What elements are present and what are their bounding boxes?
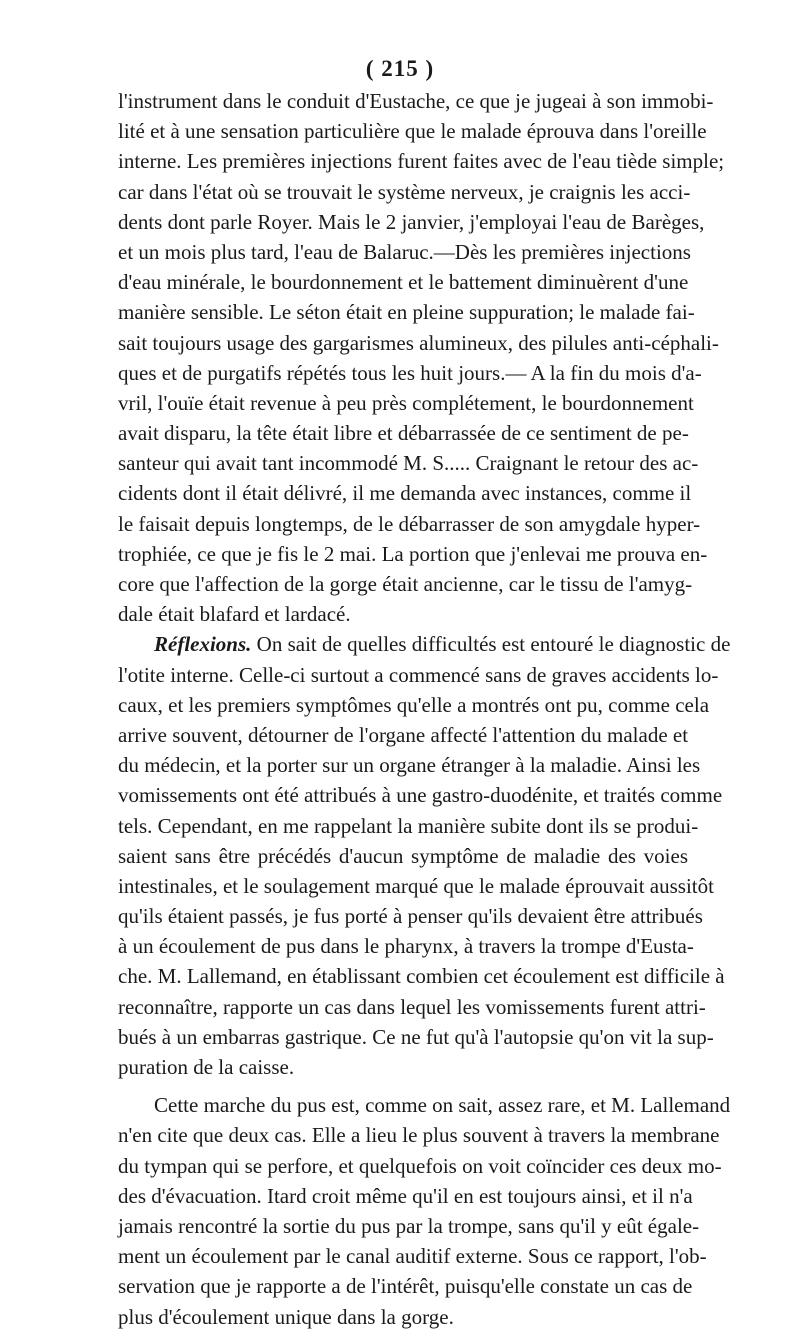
text-line: manière sensible. Le séton était en pleine suppuration; le malade fai- [118,300,695,325]
text-line: cidents dont il était délivré, il me demanda avec instances, comme il [118,481,692,506]
text-line: ques et de purgatifs répétés tous les huit jours.— A la fin du mois d'a- [118,360,702,385]
text-line: intestinales, et le soulagement marqué que le malade éprouvait aussitôt [118,873,714,898]
paragraph-reflexions [118,629,731,1082]
text-line: et un mois plus tard, l'eau de Balaruc.—Dès les premières injections [118,239,691,264]
text-line: servation que je rapporte a de l'intérêt, puisqu'elle constate un cas de [118,1274,693,1299]
text-line-lead [118,629,731,659]
text-line: arrive souvent, détourner de l'organe affecté l'attention du malade et [118,722,689,747]
text-line: des d'évacuation. Itard croit même qu'il en est toujours ainsi, et il n'a [118,1183,693,1208]
text-line: sait toujours usage des gargarismes alumineux, des pilules anti-céphali- [118,330,719,355]
paragraph-pus-path [118,1090,731,1332]
text-line: lité et à une sensation particulière que le malade éprouva dans l'oreille [118,119,707,144]
text-line: vril, l'ouïe était revenue à peu près complétement, le bourdonnement [118,390,694,415]
text-line: santeur qui avait tant incommodé M. S..... Craignant le retour des ac- [118,451,699,476]
text-line: bués à un embarras gastrique. Ce ne fut qu'à l'autopsie qu'on vit la sup- [118,1024,714,1049]
text-line: interne. Les premières injections furent faites avec de l'eau tiède simple; [118,149,725,174]
text-line: caux, et les premiers symptômes qu'elle a montrés ont pu, comme cela [118,692,710,717]
text-line: tels. Cependant, en me rappelant la manière subite dont ils se produi- [118,813,699,838]
text-line: du tympan qui se perfore, et quelquefois on voit coïncider ces deux mo- [118,1153,722,1178]
text-line: l'instrument dans le conduit d'Eustache, ce que je jugeai à son immobi- [118,89,714,113]
text-line: du médecin, et la porter sur un organe étranger à la maladie. Ainsi les [118,753,701,778]
text-line: avait disparu, la tête était libre et débarrassée de ce sentiment de pe- [118,421,689,446]
text-line: che. M. Lallemand, en établissant combien cet écoulement est difficile à [118,964,725,989]
body-text [118,86,731,1332]
text-line: trophiée, ce que je fis le 2 mai. La portion que j'enlevai me prouva en- [118,541,708,566]
text-line: qu'ils étaient passés, je fus porté à penser qu'ils devaient être attribués [118,904,703,929]
text-line: à un écoulement de pus dans le pharynx, à travers la trompe d'Eusta- [118,934,694,959]
text-line: saient sans être précédés d'aucun symptôme de maladie des voies [118,843,688,868]
text-line: le faisait depuis longtemps, de le débarrasser de son amygdale hyper- [118,511,701,536]
text-line: Cette marche du pus est, comme on sait, assez rare, et M. Lallemand [154,1093,731,1118]
paragraph-case-history [118,86,725,629]
page-number: ( 215 ) [365,56,435,81]
text-line: n'en cite que deux cas. Elle a lieu le plus souvent à travers la membrane [118,1123,720,1148]
section-heading-reflexions: Réflexions. [154,632,252,657]
text-line: puration de la caisse. [118,1055,295,1079]
paragraph-gap [118,1082,688,1090]
text-line: vomissements ont été attribués à une gastro-duodénite, et traités comme [118,783,723,808]
text-line: core que l'affection de la gorge était ancienne, car le tissu de l'amyg- [118,572,693,596]
text-line: reconnaître, rapporte un cas dans lequel les vomissements furent attri- [118,994,706,1019]
text-line: dale était blafard et lardacé. [118,602,351,627]
text-line: ment un écoulement par le canal auditif externe. Sous ce rapport, l'ob- [118,1244,707,1269]
text-line: plus d'écoulement unique dans la gorge. [118,1304,454,1329]
text-line: l'otite interne. Celle-ci surtout a commencé sans de graves accidents lo- [118,662,719,687]
text-line: car dans l'état où se trouvait le système nerveux, je craignis les acci- [118,179,691,204]
text-line: d'eau minérale, le bourdonnement et le battement diminuèrent d'une [118,270,689,295]
text-line-rest: On sait de quelles difficultés est entouré le diagnostic de [251,632,731,657]
text-line: jamais rencontré la sortie du pus par la trompe, sans qu'il y eût égale- [118,1213,700,1238]
text-line: dents dont parle Royer. Mais le 2 janvier, j'employai l'eau de Barèges, [118,209,705,234]
